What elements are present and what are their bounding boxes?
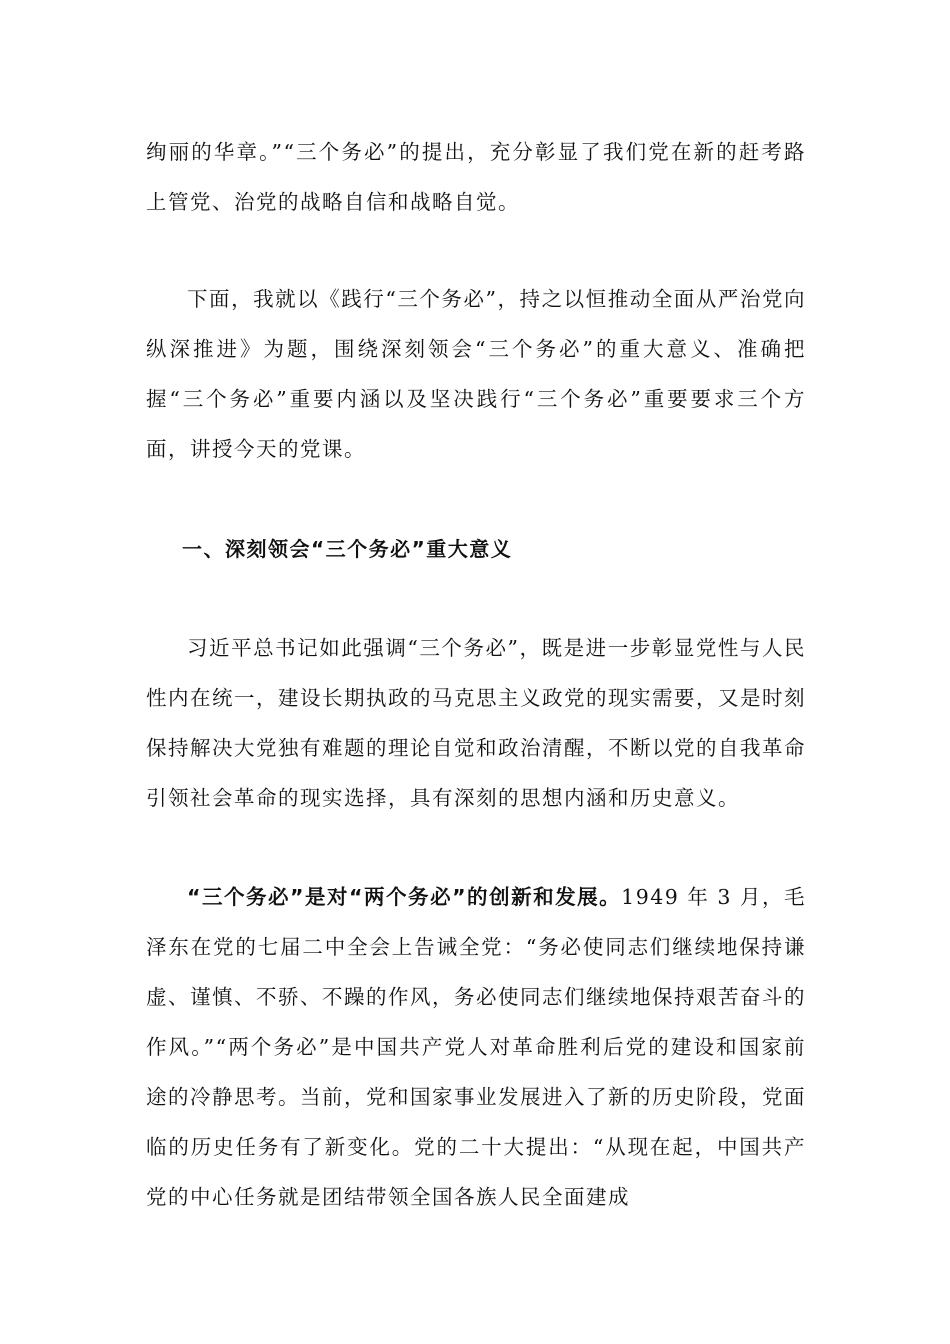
paragraph-continuation: 绚丽的华章。”“三个务必”的提出，充分彰显了我们党在新的赶考路上管党、治党的战略自信和战略自觉。 bbox=[146, 140, 806, 214]
paragraph-body-text: 1949 年 3 月，毛泽东在党的七届二中全会上告诫全党：“务必使同志们继续地保持谦虚、谨慎、不骄、不躁的作风，务必使同志们继续地保持艰苦奋斗的作风。”“两个务必”是中国共产党人对革命胜利后党的建设和国家前途的冷静思考。当前，党和国家事业发展进入了新的历史阶段，党面临的历史任务有了新变化。党的二十大提出：“从现在起，中国共产党的中心任务就是团结带领全国各族人民全面建成 bbox=[146, 885, 806, 1209]
paragraph-two-musts bbox=[146, 872, 806, 1222]
paragraph-significance: 习近平总书记如此强调“三个务必”，既是进一步彰显党性与人民性内在统一，建设长期执政的马克思主义政党的现实需要，又是时刻保持解决大党独有难题的理论自觉和政治清醒，不断以党的自我革命引领社会革命的现实选择，具有深刻的思想内涵和历史意义。 bbox=[146, 636, 806, 810]
paragraph-lead-sentence: “三个务必”是对“两个务必”的创新和发展。 bbox=[187, 885, 622, 909]
paragraph-intro: 下面，我就以《践行“三个务必”，持之以恒推动全面从严治党向纵深推进》为题，围绕深刻领会“三个务必”的重大意义、准确把握“三个务必”重要内涵以及坚决践行“三个务必”重要要求三个方面，讲授今天的党课。 bbox=[146, 287, 806, 461]
section-heading: 一、深刻领会“三个务必”重大意义 bbox=[182, 537, 513, 561]
